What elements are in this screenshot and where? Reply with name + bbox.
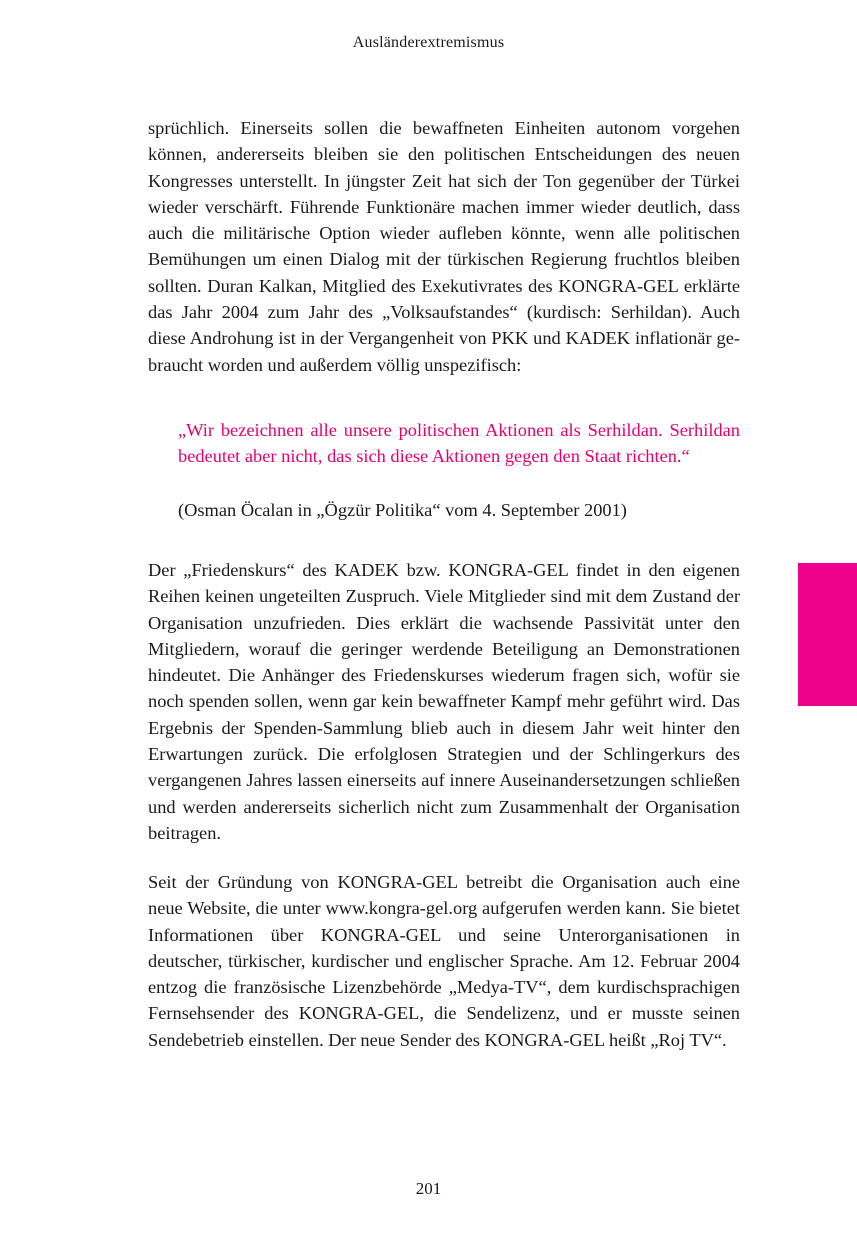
page-number: 201 (415, 1179, 442, 1198)
chapter-tab-marker (798, 563, 857, 706)
body-paragraph-2: Der „Friedenskurs“ des KADEK bzw. KONGRA-GEL findet in den eigenen Reihen keinen ungeteilten Zuspruch. Viele Mitglieder sind mit dem Zustand der Organisation unzufrieden. Dies erklärt die wachsende Passivität unter den Mitgliedern, worauf die geringer werdende Beteiligung an Demonstrationen hindeutet. Die Anhänger des Friedenskurses wiederum fragen sich, wofür sie noch spenden sollen, wenn gar kein bewaffneter Kampf mehr geführt wird. Das Ergebnis der Spenden-Sammlung blieb auch in diesem Jahr weit hinter den Erwartungen zurück. Die erfolglosen Strategien und der Schlingerkurs des vergangenen Jahres lassen einerseits auf innere Auseinandersetzungen schließen und werden andererseits sicherlich nicht zum Zusammenhalt der Organisation beitragen. (148, 560, 740, 843)
quote-text: „Wir bezeichnen alle unsere politischen Aktionen als Serhildan. Serhildan bedeutet aber nicht, das sich diese Aktionen gegen den Staat richten.“ (178, 420, 740, 467)
running-header: Ausländerextremismus (352, 34, 505, 51)
body-paragraph-3: Seit der Gründung von KONGRA-GEL betreibt die Organisation auch eine neue Website, die unter www.kongra-gel.org aufgerufen werden kann. Sie bietet Informationen über KONGRA-GEL und seine Unterorganisationen in deutscher, türkischer, kurdischer und englischer Sprache. Am 12. Februar 2004 entzog die französische Lizenzbehörde „Medya-TV“, dem kurdischsprachigen Fernsehsender des KONGRA-GEL, die Sendelizenz, und er musste seinen Sendebetrieb einstellen. Der neue Sender des KONGRA-GEL heißt „Roj TV“. (148, 872, 740, 1050)
quote-source: (Osman Öcalan in „Ögzür Politika“ vom 4. September 2001) (178, 500, 627, 520)
body-paragraph-1: sprüchlich. Einerseits sollen die bewaffneten Einheiten autonom vorgehen können, andererseits bleiben sie den politischen Entscheidungen des neuen Kongresses unterstellt. In jüngster Zeit hat sich der Ton gegenüber der Türkei wieder verschärft. Führende Funktionäre machen immer wieder deutlich, dass auch die militärische Option wieder aufleben könnte, wenn alle politischen Bemühungen um einen Dialog mit der türkischen Regierung fruchtlos bleiben sollten. Duran Kalkan, Mitglied des Exekutivrates des KONGRA-GEL erklärte das Jahr 2004 zum Jahr des „Volksaufstandes“ (kurdisch: Serhildan). Auch diese Androhung ist in der Vergangenheit von PKK und KADEK inflationär gebraucht worden und außerdem völlig unspezifisch: (148, 118, 740, 375)
